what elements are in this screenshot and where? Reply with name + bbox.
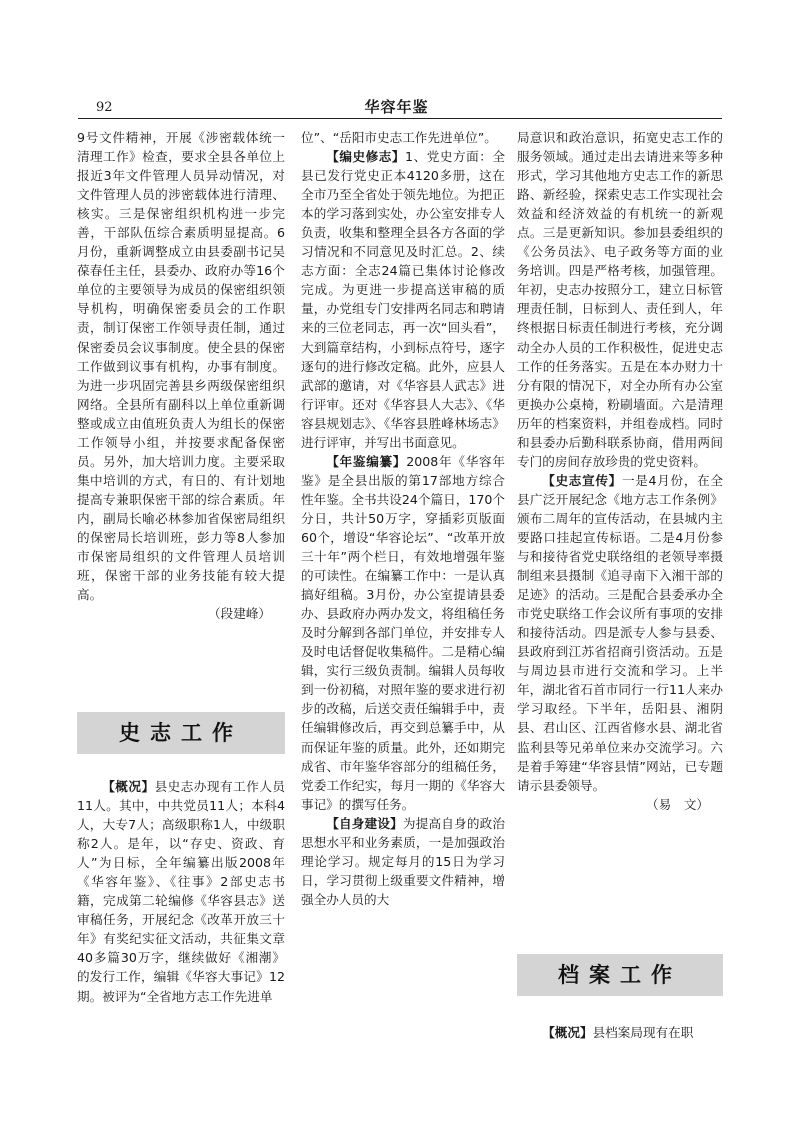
column-right xyxy=(517,128,723,814)
paragraph-text: 县史志办现有工作人员11人。其中，中共党员11人；本科4人，大专7人；高级职称1人，中级职称2人。是年，以“存史、资政、育人”为日标，全年编纂出版2008年《华容年鉴》、《往事》2部史志书籍，完成第二轮编修《华容县志》送审稿任务，开展纪念《改革开放三十年》有奖纪实征文活动，共征集文章40多篇30万字，继续做好《湘潮》的发行工作，编辑《华容大事记》12期。被评为“全省地方志工作先进单 xyxy=(77,779,285,1004)
paragraph: 位”、“岳阳市史志工作先进单位”。 xyxy=(301,130,497,145)
paragraph: 局意识和政治意识，拓宽史志工作的服务领域。通过走出去请进来等多种形式，学习其他地方史志工作的新思路、新经验，探索史志工作实现社会效益和经济效益的有机统一的新观点。三是更新知识。参加县委组织的《公务员法》、电子政务等方面的业务培训。四是严格考核，加强管理。年初，史志办按照分工，建立日标管理责任制，日标到人、责任到人，年终根据日标责任制进行考核，充分调动全办人员的工作积极性，促进史志工作的任务落实。五是在本办财力十分有限的情况下，对全办所有办公室更换办公桌椅，粉刷墙面。六是清理历年的档案资料，并组卷成档。同时和县委办后勤科联系协商，借用两间专门的房间存放珍贵的党史资料。 xyxy=(517,130,723,469)
running-header-title: 华容年鉴 xyxy=(364,98,429,116)
section-title-archives: 档案工作 xyxy=(517,954,723,996)
paragraph-text: 1、党史方面：全县已发行党史正本4120多册，这在全市乃至全省处于领先地位。为把正本的学习落到实处，办公室安排专人负责，收集和整理全县各方各面的学习情况和不同意见及时汇总。2、续志方面：全志24篇已集体讨论修改完成。为更进一步提高送审稿的质量，办党组专门安排两名同志和聘请来的三位老同志，再一次“回头看”，大到篇章结构，小到标点符号，逐字逐句的进行修改定稿。此外，应县人武部的邀请，对《华容县人武志》进行评审。还对《华容县人大志》、《华容县规划志》、《华容县胜峰林场志》进行评审，并写出书面意见。 xyxy=(301,149,506,450)
paragraph xyxy=(517,1023,723,1042)
paragraph xyxy=(77,777,285,1006)
paragraph-label: 【史志宣传】 xyxy=(542,472,622,488)
paragraph-text: 县档案局现有在职 xyxy=(592,1025,694,1040)
column-right-lower xyxy=(517,1023,723,1042)
author-credit: （易 文） xyxy=(646,796,709,812)
paragraph: 9号文件精神，开展《涉密载体统一清理工作》检查，要求全县各单位上报近3年文件管理人员异动情况，对文件管理人员的涉密载体进行清理、核实。三是保密组织机构进一步完善，干部队伍综合素质明显提高。6月份，重新调整成立由县委副书记吴葆春任主任，县委办、政府办等16个单位的主要领导为成员的保密组织领导机构，明确保密委员会的工作职责，制订保密工作领导责任制，通过保密委员会议事制度。使全县的保密工作做到议事有机构，办事有制度。为进一步巩固完善县乡两级保密组织网络。全县所有副科以上单位重新调整或成立由值班负责人为组长的保密工作领导小组，并按要求配备保密员。另外，加大培训力度。主要采取集中培训的方式，有日的、有计划地提高专兼职保密干部的综合素质。年内，副局长喻必林参加省保密局组织的保密局长培训班，彭力等8人参加市保密局组织的文件管理人员培训班，保密干部的业务技能有较大提高。 xyxy=(77,130,285,603)
paragraph xyxy=(301,147,505,452)
paragraph-text: 2008年《华容年鉴》是全县出版的第17部地方综合性年鉴。全书共设24个篇日，170个分日，共计50万字，穿插彩页版面60个，增设“华容论坛”、“改革开放三十年”两个栏日，有效地增强年鉴的可读性。在编纂工作中：一是认真搞好组稿。3月份，办公室提请县委办、县政府办两办发文，将组稿任务及时分解到各部门单位，并安排专人及时电话督促收集稿件。二是精心编辑，实行三级负责制。编辑人员每收到一份初稿，对照年鉴的要求进行初步的改稿，后送交责任编辑手中，责任编辑修改后，再交到总纂手中，从而保证年鉴的质量。此外，还如期完成省、市年鉴华容部分的组稿任务，党委工作纪实，每月一期的《华容大事记》的撰写任务。 xyxy=(301,453,505,812)
section-title-history: 史志工作 xyxy=(77,712,285,754)
paragraph-label: 【年鉴编纂】 xyxy=(326,453,407,469)
paragraph-text: 为提高自身的政治思想水平和业务素质，一是加强政治理论学习。规定每月的15日为学习日，学习贯彻上级重要文件精神，增强全办人员的大 xyxy=(301,815,506,907)
paragraph xyxy=(301,452,505,814)
column-left xyxy=(77,128,285,623)
paragraph-text: 一是4月份，在全县广泛开展纪念《地方志工作条例》颁布二周年的宣传活动，在县城内主要路口挂起宣传标语。二是4月份参与和接待省党史联络组的老领导率摄制组来县摄制《追寻南下入湘干部的足迹》的活动。三是配合县委承办全市党史联络工作会议所有事项的安排和接待活动。四是派专人参与县委、县政府到江苏省招商引资活动。五是与周边县市进行交流和学习。上半年，湖北省石首市同行一行11人来办学习取经。下半年，岳阳县、湘阴县、君山区、江西省修水县、湖北省监利县等兄弟单位来办交流学习。六是着手筹建“华容县情”网站，已专题请示县委领导。 xyxy=(517,472,724,793)
column-left-lower xyxy=(77,777,285,1006)
page-number: 92 xyxy=(96,100,113,115)
paragraph xyxy=(301,814,505,909)
paragraph xyxy=(517,471,723,795)
column-middle xyxy=(301,128,505,909)
header-rule xyxy=(78,118,722,119)
paragraph-label: 【自身建设】 xyxy=(326,815,403,831)
paragraph-label: 【概况】 xyxy=(102,779,155,794)
paragraph-label: 【编史修志】 xyxy=(326,149,406,165)
author-credit: （段建峰） xyxy=(208,606,271,622)
paragraph-label: 【概况】 xyxy=(542,1025,593,1040)
